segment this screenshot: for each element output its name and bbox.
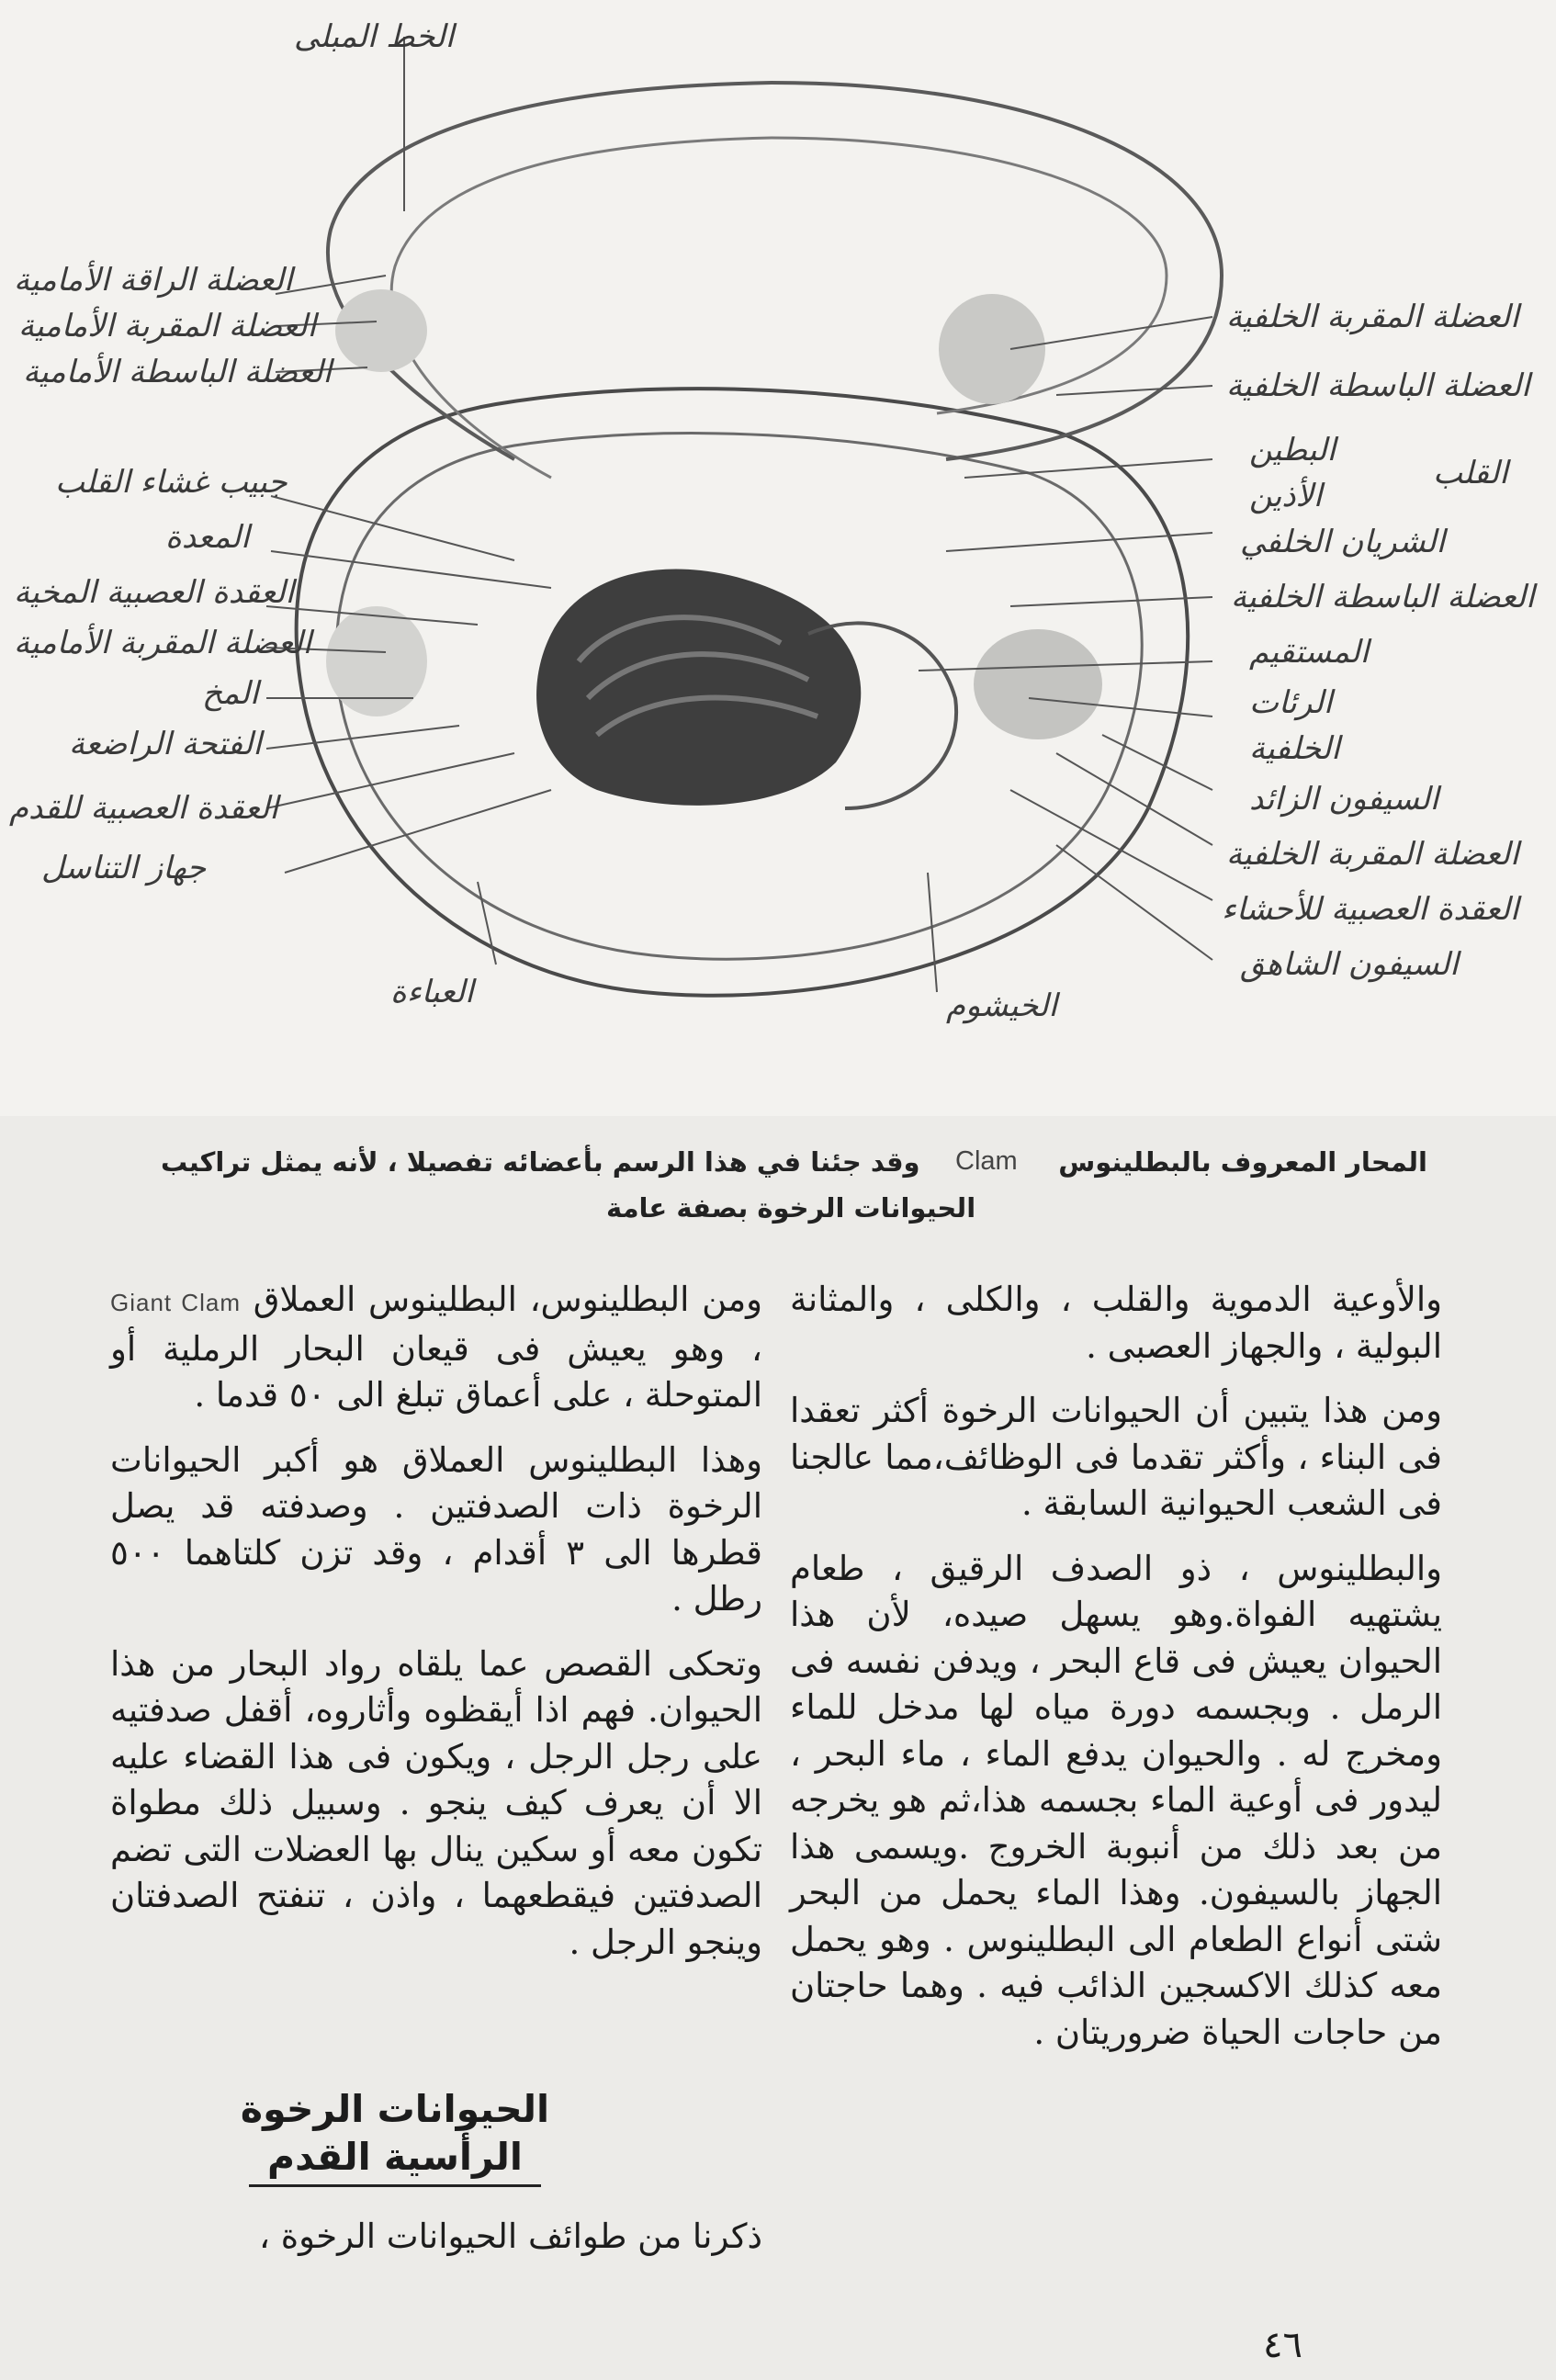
- paragraph: وتحكى القصص عما يلقاه رواد البحار من هذا الحيوان. فهم اذا أيقظوه وأثاروه، أقفل صدفتيه على رجل الرجل ، ويكون فى هذا القضاء عليه الا أن يعرف كيف ينجو . وسبيل ذلك مطواة تكون معه أو سكين ينال بها العضلات التى تضم الصدفتين فيقطعهما ، واذن ، تنفتح الصدفتان وينجو الرجل .: [110, 1643, 762, 1962]
- label-left-5: المعدة: [165, 519, 250, 556]
- heading-line1: الحيوانات الرخوة: [240, 2087, 550, 2131]
- paragraph: والبطلينوس ، ذو الصدف الرقيق ، طعام يشتهيه الفواة.وهو يسهل صيده، لأن هذا الحيوان يعيش فى قاع البحر ، ويدفن نفسه فى الرمل . وبجسمه دورة مياه لها مدخل للماء ومخرج له . والحيوان يدفع الماء ، ماء البحر ، ليدور فى أوعية الماء بجسمه هذا،ثم هو يخرجه من بعد ذلك من أنبوبة الخروج .ويسمى هذا الجهاز بالسيفون. وهذا الماء يحمل من البحر شتى أنواع الطعام الى البطلينوس . وهو يحمل معه كذلك الاكسجين الذائب فيه . وهما حاجتان من حاجات الحياة ضروريتان .: [790, 1548, 1442, 2052]
- label-left-2: العضلة المقربة الأمامية: [18, 308, 317, 344]
- label-right-6: الشريان الخلفي: [1240, 524, 1446, 560]
- paragraph-rest: ، وهو يعيش فى قيعان البحار الرملية أو المتوحلة ، على أعماق تبلغ الى ٥٠ قدما .: [110, 1328, 762, 1415]
- paragraph: وهذا البطلينوس العملاق هو أكبر الحيوانات الرخوة ذات الصدفتين . وصدفته قد يصل قطرها الى ٣ أقدام ، وقد تزن كلتاهما ٥٠٠ رطل .: [110, 1439, 762, 1619]
- clam-anatomy-figure: [0, 0, 1556, 1116]
- posterior-muscle: [939, 294, 1045, 404]
- caption-line1-left: وقد جئنا في هذا الرسم بأعضائه تفصيلا ، لأنه يمثل تراكيب: [161, 1146, 920, 1178]
- label-right-7: العضلة الباسطة الخلفية: [1231, 579, 1535, 615]
- label-right-11: السيفون الزائد: [1249, 781, 1439, 818]
- label-right-9: الرئات: [1249, 684, 1333, 721]
- paragraph: والأوعية الدموية والقلب ، والكلى ، والمثانة البولية ، والجهاز العصبى .: [790, 1280, 1442, 1366]
- paragraph-start: ومن البطلينوس، البطلينوس العملاق: [253, 1280, 763, 1319]
- label-right-1: العضلة المقربة الخلفية: [1226, 299, 1519, 335]
- paragraph: ومن هذا يتبين أن الحيوانات الرخوة أكثر تعقدا فى البناء ، وأكثر تقدما فى الوظائف،مما عالجنا فى الشعب الحيوانية السابقة .: [790, 1391, 1442, 1523]
- label-left-10: العقدة العصبية للقدم: [9, 790, 278, 827]
- paragraph: [110, 1277, 762, 1419]
- heading-line2: الرأسية القدم: [249, 2133, 541, 2187]
- posterior-muscle-lower: [974, 629, 1102, 739]
- label-left-3: العضلة الباسطة الأمامية: [23, 354, 332, 390]
- label-right-4: الأذين: [1249, 478, 1323, 514]
- label-left-1: العضلة الراقة الأمامية: [14, 262, 293, 299]
- label-left-8: المخ: [202, 675, 259, 712]
- last-line: ذكرنا من طوائف الحيوانات الرخوة ،: [259, 2216, 762, 2256]
- label-right-5: القلب: [1433, 455, 1508, 491]
- label-left-9: الفتحة الراضعة: [69, 726, 262, 762]
- label-right-10: الخلفية: [1249, 730, 1340, 767]
- label-mantle: العباءة: [390, 974, 474, 1010]
- label-left-11: جهاز التناسل: [41, 850, 207, 886]
- caption-line2: الحيوانات الرخوة بصفة عامة: [606, 1192, 976, 1224]
- label-gill: الخيشوم: [946, 987, 1057, 1024]
- caption-latin: Clam: [955, 1146, 1018, 1176]
- label-left-4: جبيب غشاء القلب: [55, 464, 288, 501]
- inner-mantle-loop: [391, 138, 1167, 478]
- anterior-muscle-lower: [326, 606, 427, 716]
- left-column: [110, 1277, 762, 1984]
- label-left-6: العقدة العصبية المخية: [14, 574, 295, 611]
- label-right-13: العقدة العصبية للأحشاء: [1222, 891, 1519, 928]
- anterior-muscle: [335, 289, 427, 372]
- label-right-3: البطين: [1249, 432, 1336, 468]
- label-hinge-line: الخط المبلى: [294, 18, 455, 55]
- label-right-2: العضلة الباسطة الخلفية: [1226, 367, 1530, 404]
- label-left-7: العضلة المقربة الأمامية: [14, 625, 312, 661]
- page-number: ٤٦: [1263, 2324, 1302, 2366]
- visceral-mass: [536, 569, 861, 805]
- label-right-12: العضلة المقربة الخلفية: [1226, 836, 1519, 873]
- section-heading: [165, 2085, 625, 2187]
- label-right-14: السيفون الشاهق: [1240, 946, 1459, 983]
- right-column: [790, 1277, 1442, 2074]
- left-column-last: [110, 2214, 762, 2279]
- label-right-8: المستقيم: [1249, 634, 1370, 671]
- caption-line1-right: المحار المعروف بالبطلينوس: [1058, 1146, 1427, 1178]
- latin-term: Giant Clam: [110, 1289, 241, 1316]
- leader-lines-right: [404, 37, 1212, 992]
